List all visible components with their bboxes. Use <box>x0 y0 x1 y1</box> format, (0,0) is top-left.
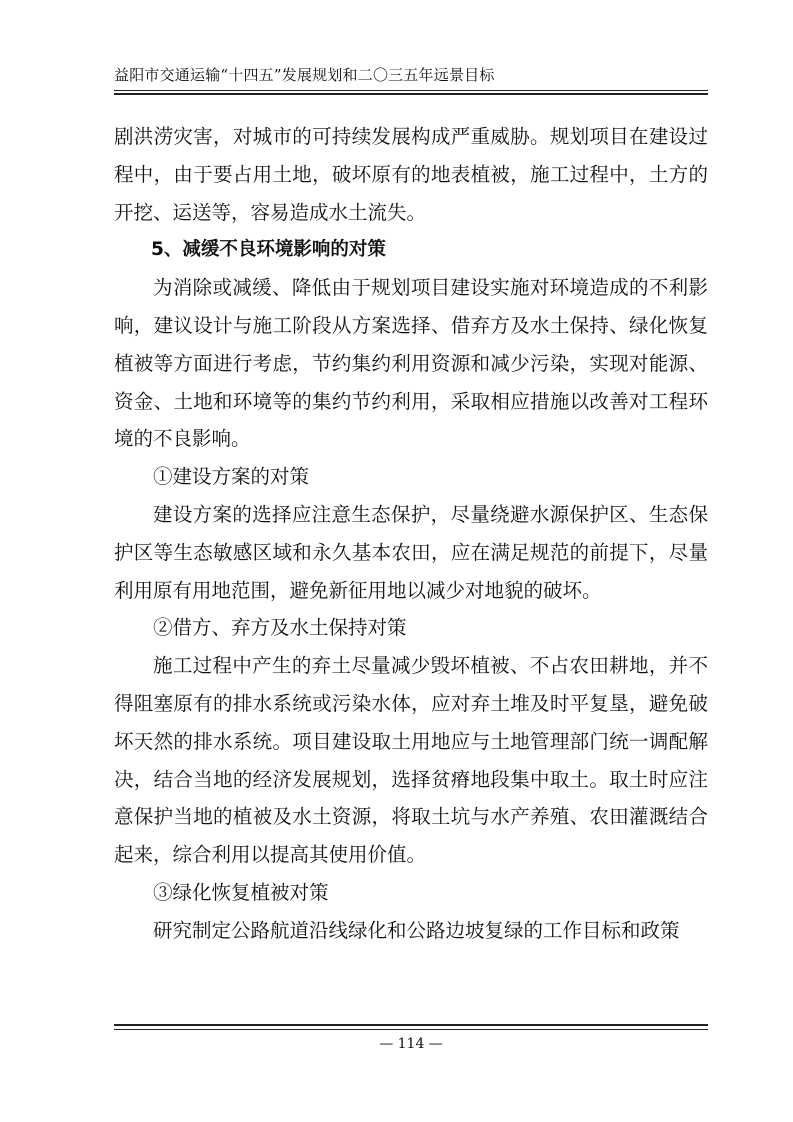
header-rule-thick <box>114 93 708 95</box>
paragraph-soil-conservation: 施工过程中产生的弃土尽量减少毁坏植被、不占农田耕地，并不得阻塞原有的排水系统或污染水体，应对弃土堆及时平复垦，避免破坏天然的排水系统。项目建设取土用地应与土地管理部门统一调配解决，结合当地的经济发展规划，选择贫瘠地段集中取土。取土时应注意保护当地的植被及水土资源，将取土坑与水产养殖、农田灌溉结合起来，综合利用以提高其使用价值。 <box>114 654 708 867</box>
page-number: — 114 — <box>379 1036 443 1052</box>
subheading-construction-plan: ①建设方案的对策 <box>153 465 310 489</box>
page-body <box>114 118 708 950</box>
header-rule-thin <box>114 90 708 91</box>
paragraph-construction-plan: 建设方案的选择应注意生态保护，尽量绕避水源保护区、生态保护区等生态敏感区域和永久基本农田，应在满足规范的前提下，尽量利用原有用地范围，避免新征用地以减少对地貌的破坏。 <box>114 502 708 602</box>
subheading-soil-conservation: ②借方、弃方及水土保持对策 <box>153 616 407 640</box>
paragraph-intro: 为消除或减缓、降低由于规划项目建设实施对环境造成的不利影响，建议设计与施工阶段从方案选择、借弃方及水土保持、绿化恢复植被等方面进行考虑，节约集约利用资源和减少污染，实现对能源、资金、土地和环境等的集约节约利用，采取相应措施以改善对工程环境的不良影响。 <box>114 276 708 451</box>
paragraph-revegetation: 研究制定公路航道沿线绿化和公路边坡复绿的工作目标和政策 <box>153 918 680 942</box>
footer-rule-thick <box>114 1024 708 1026</box>
paragraph-continuation: 剧洪涝灾害，对城市的可持续发展构成严重威胁。规划项目在建设过程中，由于要占用土地，破坏原有的地表植被，施工过程中，土方的开挖、运送等，容易造成水土流失。 <box>114 125 708 224</box>
section-heading: 5、减缓不良环境影响的对策 <box>151 239 386 261</box>
running-header: 益阳市交通运输“十四五”发展规划和二〇三五年远景目标 <box>114 66 495 84</box>
subheading-revegetation: ③绿化恢复植被对策 <box>153 880 329 904</box>
footer-rule-thin <box>114 1029 708 1030</box>
